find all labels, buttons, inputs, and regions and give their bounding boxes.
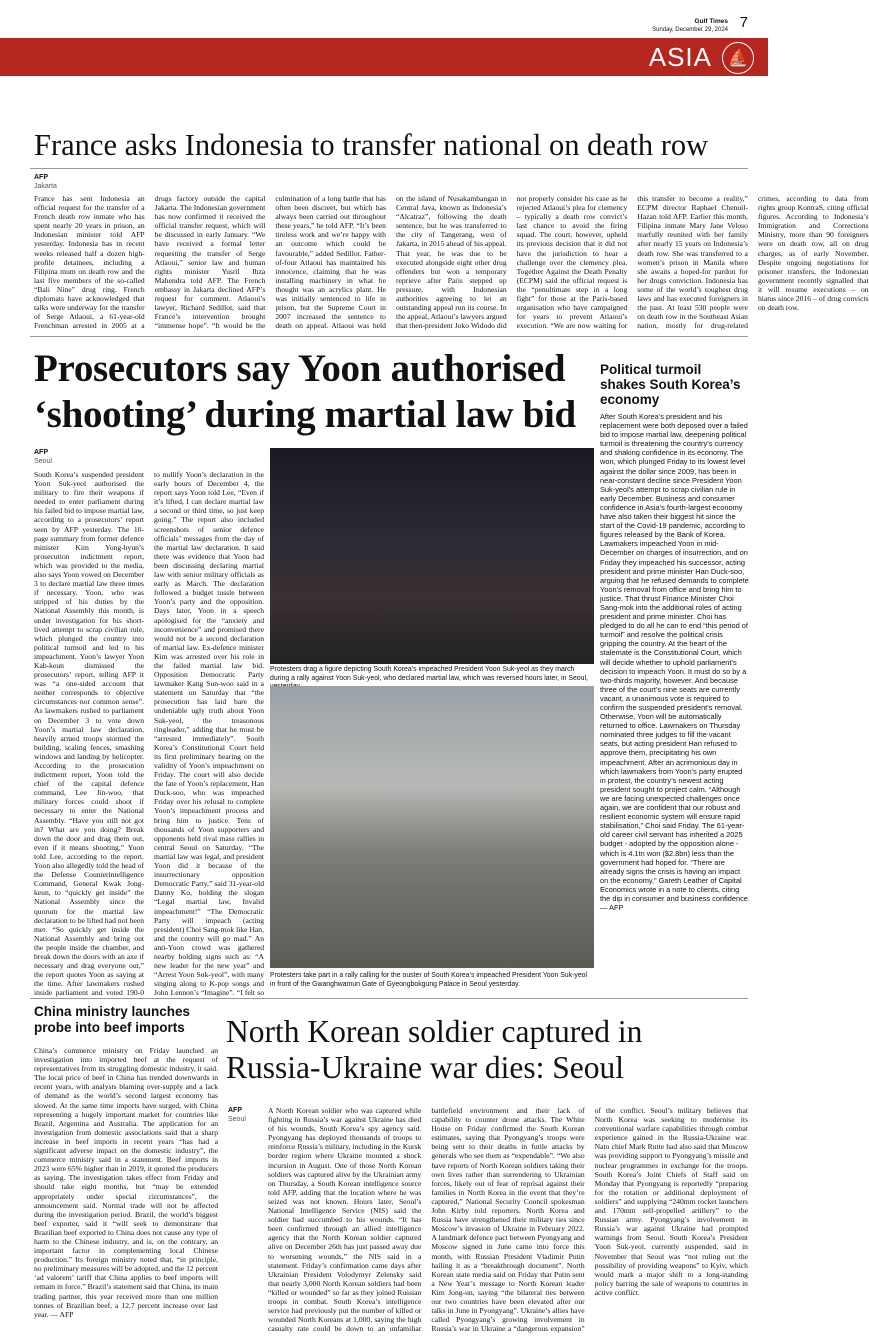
article4-body [268, 1106, 748, 1336]
photo-caption-2: Protesters take part in a rally calling for the ouster of South Korea’s impeached President Yoon Suk-yeol in front of the Gwanghwamun Gate of Gyeongbokgung Palace in Seoul yesterday. [270, 972, 588, 988]
article2-byline: AFP Seoul [34, 449, 52, 465]
article4-headline-line2: Russia-Ukraine war dies: Seoul [226, 1050, 625, 1085]
divider [30, 998, 748, 999]
article2-body [34, 470, 264, 1000]
article1-text: France has sent Indonesia an official request for the transfer of a French death row inmate who has spent nearly 20 years in prison, an Indonesian minister told AFP yesterday. Indonesia has in recent weeks released half a dozen high-profile detainees, including a Filipina mum on death row and the last five members of the so-called “Bali Nine” drug ring. French diplomats have acknowledged that talks were underway for the transfer of Serge Atlaoui, a 61-year-old Frenchman arrested in 2005 at a drugs factory outside the capital Jakarta. The Indonesian government has now confirmed it received the official transfer request, which will be discussed in early January. “We have received a formal letter requesting the transfer of Serge Atlaoui,” senior law and human rights minister Yusril Ihza Mahendra told AFP. The French embassy in Jakarta declined AFP’s request for comment. Atlaoui’s lawyer, Richard Sedillot, said that France’s intervention brought “immense hope”. “It would be the culmination of a long battle that has often been discreet, but which has always been carried out throughout these years,” he told AFP. “It’s been tireless work and we’re happy with an outcome which could be favourable,” added Sedillot. Father-of-four Atlaoui has maintained his innocence, claiming that he was installing machinery in what he thought was an acrylics plant. He was initially sentenced to life in prison, but the Supreme Court in 2007 increased the sentence to death on appeal. Atlaoui was held on the island of Nusakambangan in Central Java, known as Indonesia’s “Alcatraz”, following the death sentence, but he was transferred to the city of Tangerang, west of Jakarta, in 2015 ahead of his appeal. That year, he was due to be executed alongside eight other drug offenders but won a temporary reprieve after Paris stepped up pressure, with Indonesian authorities agreeing to let an outstanding appeal run its course. In the appeal, Atlaoui’s lawyers argued that then-president Joko Widodo did not properly consider his case as he rejected Atlaoui’s plea for clemency – typically a death row convict’s last chance to avoid the firing squad. The court, however, upheld its previous decision that it did not have the jurisdiction to hear a challenge over the clemency plea. Together Against the Death Penalty (ECPM) said the official request is the “penultimate step in a long fight” for those at the Paris-based organisation who have campaigned for years to prevent Atlaoui’s execution. “We are now waiting for this transfer to become a reality,” ECPM director Raphael Chenuil-Hazan told AFP. Earlier this month, Filipina inmate Mary Jane Veloso tearfully reunited with her family after nearly 15 years on Indonesia’s death row. She was transferred to a women’s prison in Manila where she awaits a hoped-for pardon for her drugs conviction. Indonesia has some of the world’s toughest drug laws and has executed foreigners in the past. At least 530 people were on death row in the Southeast Asian nation, mostly for drug-related crimes, according to data from rights group KontraS, citing official figures. According to Indonesia’s Immigration and Corrections Ministry, more than 90 foreigners were on death row, all on drug charges, as of early November. Despite ongoing negotiations for prisoner transfers, the Indonesian government recently signalled that it will resume executions – on hiatus since 2016 – of drug convicts on death row. [34, 194, 869, 331]
article4-text: A North Korean soldier who was captured while fighting in Russia’s war against Ukraine has died of his wounds, South Korea’s spy agency said. Pyongyang has deployed thousands of troops to reinforce Russia’s military, including in the Kursk border region where Ukraine mounted a shock incursion in August. One of those North Korean soldiers was captured alive by the Ukrainian army on Thursday, a South Korean intelligence source told AFP, adding that the location where he was seized was not known. Hours later, Seoul’s National Intelligence Service (NIS) said the soldier had succumbed to his wounds. “It has been confirmed through an allied intelligence agency that the North Korean soldier captured alive on December 26th has just passed away due to worsening wounds,” the NIS said in a statement. Friday’s confirmation came days after Ukrainian President Volodymyr Zelensky said that nearly 3,000 North Korean soldiers had been “killed or wounded” so far as they joined Russian troops in combat. South Korea’s intelligence service had previously put the number of killed or wounded North Koreans at 1,000, saying the high casualty rate could be down to an unfamiliar battlefield environment and their lack of capability to counter drone attacks. The White House on Friday confirmed the South Korean estimates, saying that Pyongyang’s troops were being sent to their deaths in futile attacks by generals who see them as “expendable”. “We also have reports of North Korean soldiers taking their own lives rather than surrendering to Ukrainian forces, likely out of fear of reprisal against their families in North Korea in the event that they’re captured,” National Security Council spokesman John Kirby told reporters. North Korea and Russia have strengthened their military ties since Moscow’s invasion of Ukraine in February 2022. A landmark defence pact between Pyongyang and Moscow signed in June came into force this month, with Russian President Vladimir Putin hailing it as a “breakthrough document”. North Korean state media said on Friday that Putin sent a New Year’s message to North Korean leader Kim Jong-un, saying “the bilateral ties between our two countries have been elevated after our talks in June in Pyongyang”. Ukraine’s allies have called Pyongyang’s growing involvement in Russia’s war in Ukraine a “dangerous expansion” of the conflict. Seoul’s military believes that North Korea was seeking to modernise its conventional warfare capabilities through combat experience gained in the Russia-Ukraine war. Nato chief Mark Rutte had also said that Moscow was providing support to Pyongyang’s missile and nuclear programmes in exchange for the troops. South Korea’s Joint Chiefs of Staff said on Monday that Pyongyang is reportedly “preparing for the rotation or additional deployment of soldiers” and supplying “240mm rocket launchers and 170mm self-propelled artillery” to the Russian army. Pyongyang’s involvement in Russia’s war against Ukraine had prompted warnings from Seoul. South Korea’s President Yoon Suk-yeol, currently suspended, said in November that Seoul was “not ruling out the possibility of providing weapons” to Kyiv, which would mark a major shift to a long-standing policy barring the sale of weapons to countries in active conflict. [268, 1106, 748, 1334]
article1-body [34, 194, 869, 334]
article2-headline-line1: Prosecutors say Yoon authorised [34, 347, 566, 390]
dhow-icon: ⛵ [722, 42, 754, 74]
article2-text: South Korea’s suspended president Yoon Suk-yeol authorised the military to fire their weapons if needed to enter parliament during his failed bid to impose martial law, according to a prosecutors’ report seen by AFP yesterday. The 10-page summary from former defence minister Kim Yong-hyun’s prosecution indictment report, which was provided to the media, also says Yoon vowed on December 3 to declare martial law three times if necessary. Yoon, who was stripped of his duties by the National Assembly this month, is under investigation for his short-lived attempt to scrap civilian rule, which plunged the country into political turmoil and led to his impeachment. Yoon’s lawyer Yoon Kab-keun dismissed the prosecutors’ report, telling AFP it was “a one-sided account that neither corresponds to objective circumstances nor common sense”. As lawmakers rushed to parliament on December 3 to vote down Yoon’s martial law declaration, heavily armed troops stormed the building, scaling fences, smashing windows and landing by helicopter. According to the prosecution indictment report, Yoon told the chief of the capital defence command, Lee Jin-woo, that military forces could shoot if necessary to enter the National Assembly. “Have you still not got in? What are you doing? Break down the door and drag them out, even if it means shooting,” Yoon told Lee, according to the report. Yoon also allegedly told the head of the Defense Counterintelligence Command, General Kwak Jong-keun, to “quickly get inside” the National Assembly since the quorum for the martial law declaration to be lifted had not been met. “So quickly get inside the National Assembly and bring out the people inside the chamber, and break down the doors with an axe if necessary and drag everyone out,” the report quotes Yoon as saying at the time. After lawmakers rushed inside parliament and voted 190-0 to nullify Yoon’s declaration in the early hours of December 4, the report says Yoon told Lee, “Even if it’s lifted, I can declare martial law a second or third time, so just keep going.” The report also included screenshots of senior defence officials’ messages from the day of the martial law declaration. It said there was evidence that Yoon had been discussing declaring martial law with senior military officials as early as March. The declaration followed a budget tussle between Yoon’s party and the opposition. Days later, Yoon in a speech apologised for the “anxiety and inconvenience” and promised there would not be a second declaration of martial law. Ex-defence minister Kim was arrested over his role in the failed martial law bid. Opposition Democratic Party lawmaker Kang Sun-woo said in a statement on Saturday that “the prosecution has laid bare the undeniable ugly truth about Yoon Suk-yeol, the treasonous ringleader,” adding that he must be “arrested immediately”. South Korea’s Constitutional Court held its first preliminary hearing on the validity of Yoon’s impeachment on Friday. The court will also decide the fate of Yoon’s replacement, Han Duck-soo, who was impeached Friday over his refusal to complete Yoon’s impeachment process and bring him to justice. Tens of thousands of Yoon supporters and opponents held rival mass rallies in central Seoul on Saturday. “The martial law was legal, and president Yoon did it because of the insurrectionary opposition Democratic Party,” said 31-year-old Danny Ko, holding the slogan “Legal martial law, Invalid impeachment!” “The Democratic Party will impeach (acting president) Choi Sang-mok like Han, and the country will go mad.” An anti-Yoon crowd was gathered nearby holding signs such as: “A new leader for the new year” and “Arrest Yoon Suk-yeol”, with many singing along to K-pop songs and John Lennon’s “Imagine”. “I felt so [34, 470, 264, 998]
page-number: 7 [739, 14, 748, 31]
sidebar-text: After South Korea’s president and his replacement were both deposed over a failed bid to impose martial law, deepening political turmoil is threatening the country’s currency and shaking confidence in its economy. The won, which plunged Friday to its lowest level against the dollar since 2009, has been in near-constant decline since President Yoon Suk-yeol’s attempt to scrap civilian rule in early December. Business and consumer confidence in Asia’s fourth-largest economy have also taken their biggest hit since the start of the Covid-19 pandemic, according to figures released by the Bank of Korea. Lawmakers impeached Yoon in mid-December on charges of insurrection, and on Friday they impeached his successor, acting president and prime minister Han Duck-soo, arguing that he refused demands to complete Yoon’s removal from office and bring him to justice. That thrust Finance Minister Choi Sang-mok into the additional roles of acting president and prime minister. Choi has pledged to do all he can to end “this period of turmoil” and resolve the political crisis gripping the country. At the heart of the stalemate is the Constitutional Court, which will decide whether to uphold parliament’s decision to impeach Yoon. It must do so by a two-thirds majority, however. And because three of the court’s nine seats are currently vacant, a unanimous vote is required to confirm the suspended president’s removal. Otherwise, Yoon will be automatically returned to office. Lawmakers on Thursday nominated three judges to fill the vacant seats, but acting president Han refused to approve them, precipitating his own impeachment. After an acrimonious day in which lawmakers from Yoon’s party erupted in protest, the country’s newest acting president sought to project calm. “Although we are facing unexpected challenges once again, we are confident that our robust and resilient economic system will ensure rapid stabilisation,” Choi said Friday. The 61-year-old career civil servant has inherited a 2025 budget - adopted by the opposition alone - which is 4.1tn won ($2.8bn) less than the government had hoped for. “There are already signs the crisis is having an impact on the economy,” Gareth Leather of Capital Economics wrote in a note to clients, citing the dip in consumer and business confidence. — AFP [600, 412, 750, 913]
section-band [0, 38, 768, 76]
divider [30, 168, 748, 169]
article1-headline: France asks Indonesia to transfer national on death row [34, 128, 709, 162]
article4-headline [226, 1014, 642, 1086]
article3-body [34, 1046, 218, 1336]
protest-photo [270, 448, 594, 664]
photo-caption-1: Protesters drag a figure depicting South Korea’s impeached President Yoon Suk-yeol as they march during a rally against Yoon Suk-yeol, who declared martial law, which was reversed hours later, in Seoul, [270, 666, 588, 682]
section-title: ASIA [648, 42, 712, 72]
paper-name: Gulf Times [694, 18, 728, 25]
masthead-info [652, 18, 728, 34]
article4-byline: AFP Seoul [228, 1107, 246, 1123]
article4-headline-line1: North Korean soldier captured in [226, 1014, 643, 1049]
article2-headline-line2: ‘shooting’ during martial law bid [34, 393, 576, 436]
sidebar-body [600, 412, 750, 992]
article1-byline: AFP Jakarta [34, 174, 57, 190]
article3-headline: China ministry launches probe into beef imports [34, 1004, 191, 1035]
article2-headline [34, 346, 576, 438]
divider [30, 336, 748, 337]
rally-photo [270, 686, 594, 968]
sidebar-headline: Political turmoil shakes South Korea’s economy [600, 362, 741, 407]
article3-text: China’s commerce ministry on Friday launched an investigation into imported beef at the request of representatives from its struggling domestic industry, it said. The local price of beef in China has trended downwards in recent years, with analysts blaming over-supply and a lack of demand as the world’s second largest economy has slowed. At the same time imports have surged, with China representing a hugely important market for countries like Brazil, Argentina and Australia. The application for an investigation from domestic associations said that a sharp increase in beef imports in recent years “has had a significant adverse impact on the domestic industry”, the commerce ministry said in a statement. Beef imports in 2023 were 65% higher than in 2019, it quoted the producers as saying. The investigation takes effect from Friday and should take eight months, but “may be extended appropriately under special circumstances”, the announcement said. Normal trade will not be affected during the investigation period. Brazil, the world’s biggest beef exporter, said it “will seek to demonstrate that Brazilian beef exported to China does not cause any type of harm to the Chinese industry, and is, on the contrary, an important factor in complementing local Chinese production.” Its foreign ministry noted that, “in principle, no preliminary measures will be adopted, and the 12 percent ‘ad valorem’ tariff that China applies to beef imports will remain in force.” Brazil’s statement said that China, its main trading partner, this year received more than one million tonnes of Brazilian beef, a 12.7 percent increase over last year. — AFP [34, 1046, 218, 1319]
issue-date: Sunday, December 29, 2024 [652, 27, 728, 33]
